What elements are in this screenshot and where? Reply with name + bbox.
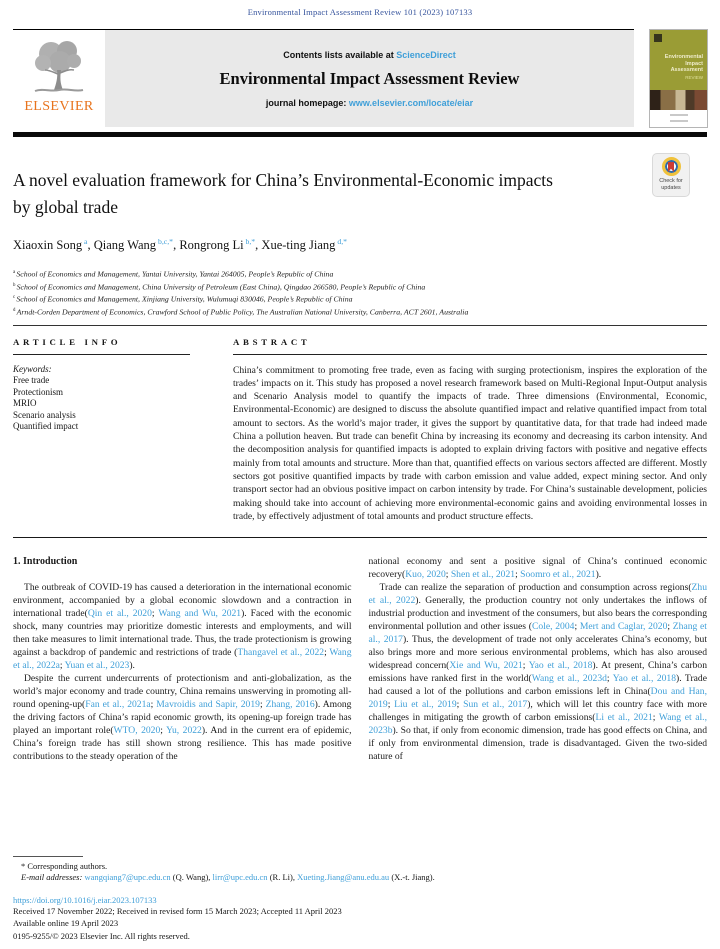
journal-header-main	[13, 29, 634, 127]
homepage-line	[266, 98, 473, 108]
article-info-column	[13, 337, 190, 524]
abstract-heading: ABSTRACT	[233, 336, 311, 347]
inline-link[interactable]: Dou and Han, 2019	[368, 686, 707, 711]
keyword-item: Scenario analysis	[13, 409, 76, 420]
cover-title-line2: Impact	[685, 60, 703, 67]
abstract-rule	[233, 354, 707, 355]
inline-link[interactable]: Wang and Wu, 2021	[158, 608, 242, 620]
homepage-link[interactable]: www.elsevier.com/locate/eiar	[348, 97, 474, 108]
inline-link[interactable]: Li et al., 2021	[595, 712, 653, 724]
inline-link[interactable]: Fan et al., 2021a	[85, 699, 151, 711]
running-head: Environmental Impact Assessment Review 101 (2023) 107133	[247, 7, 473, 17]
article-info-heading: ARTICLE INFO	[13, 336, 122, 347]
cover-footer	[650, 110, 707, 127]
sciencedirect-link[interactable]: ScienceDirect	[396, 49, 456, 60]
inline-link[interactable]: Cole, 2004	[531, 621, 575, 633]
inline-link[interactable]: Zhang et al., 2017	[368, 621, 707, 646]
inline-link[interactable]: Yao et al., 2018	[528, 660, 593, 672]
title-block	[13, 167, 707, 221]
inline-link[interactable]: Yu, 2022	[166, 725, 202, 737]
inline-link[interactable]: Wang et al., 2022a	[13, 647, 352, 672]
inline-link[interactable]: Mert and Caglar, 2020	[579, 621, 668, 633]
affiliation-divider	[13, 325, 707, 326]
cover-subtitle: REVIEW	[685, 74, 703, 80]
journal-title: Environmental Impact Assessment Review	[219, 68, 520, 88]
inline-link[interactable]: Yuan et al., 2023	[64, 660, 130, 672]
page-footer	[13, 856, 707, 943]
bookmark-ribbon-icon	[668, 162, 674, 172]
article-title: A novel evaluation framework for China’s Environmental-Economic impacts by global trade	[13, 170, 553, 217]
inline-link[interactable]: Sun et al., 2017	[463, 699, 528, 711]
introduction-section	[13, 555, 707, 763]
affiliation-b: $^b$ School of Economics and Management, China University of Petroleum (East China), Qingdao 266580, People’s Republic of China	[13, 282, 426, 292]
info-abstract-section	[13, 337, 707, 524]
crossmark-icon	[662, 157, 681, 176]
inline-link[interactable]: Qin et al., 2020	[87, 608, 152, 620]
inline-link[interactable]: WTO, 2020	[113, 725, 161, 737]
abstract-column	[233, 337, 707, 524]
abstract-bottom-divider	[13, 537, 707, 538]
author-line: Xiaoxin Song $^a$, Qiang Wang $^{b,c,*}$, Rongrong Li $^{b,*}$, Xue-ting Jiang $^{d,*}$	[13, 237, 347, 253]
homepage-prefix: journal homepage:	[265, 97, 349, 108]
contents-line	[283, 50, 456, 60]
abstract-text: China’s commitment to promoting free trade, even as facing with surging protectionism, inspires the exploration of the trades’ impacts on it. This study has proposed a novel research framework based on Multi-Regional Input-Output analysis and Scenario Analysis model to quantify the impacts of trade. Three dimensions (Environmental, Economic, Environmental-Economic) are designed to discuss the absolute quantified impact and relative quantified impact from total amount to sectors. As the world’s major trader, it gives the support by quantitative data, for that trade had indeed made China a pollution heaven. But trade can benefit China by increasing its economy and decreasing its carbon intensity. And the decomposition analysis for quantified impacts is adopted to explain driving factors with positive and negative effects mainly from total amounts and structure. More than that, quantified effects on various sectors affected are different. Mostly sectors got positive quantified impacts by trade with carbon emission and value added, expect mining sector. And only transport sector had an obvious positive impact on carbon intensity by trade. For China’s sustainable development, policies making should take into account of achieving more environmental-economic gains and avoiding environmental losses in trade, by effectively adjustment of total amounts and product structure effects.	[233, 364, 707, 522]
inline-link[interactable]: lirr@upc.edu.cn	[212, 872, 268, 882]
inline-link[interactable]: Soomro et al., 2021	[520, 569, 596, 581]
article-info-rule	[13, 354, 190, 355]
keyword-item: Quantified impact	[13, 421, 79, 432]
available-online-line: Available online 19 April 2023	[13, 918, 119, 928]
cover-photo-strip	[650, 90, 707, 110]
check-updates-label: Check for updates	[659, 178, 683, 191]
elsevier-tree-icon	[27, 36, 91, 98]
inline-link[interactable]: Thangavel et al., 2022	[237, 647, 325, 659]
intro-paragraph: national economy and sent a positive signal of China’s continued economic recovery(Kuo, 2020; Shen et al., 2021; Soomro et al., 2021).	[368, 556, 707, 581]
journal-cover-thumbnail	[650, 30, 707, 127]
elsevier-wordmark: ELSEVIER	[24, 99, 94, 114]
affiliation-a: $^a$ School of Economics and Management, Yantai University, Yantai 264005, People’s Republic of China	[13, 269, 334, 279]
inline-link[interactable]: wangqiang7@upc.edu.cn	[84, 872, 171, 882]
inline-link[interactable]: Zhu et al., 2022	[368, 582, 707, 607]
elsevier-logo	[13, 30, 105, 127]
inline-link[interactable]: Kuo, 2020	[405, 569, 446, 581]
left-column	[13, 555, 352, 763]
footnote-divider	[13, 856, 83, 857]
inline-link[interactable]: Wang et al., 2023b	[368, 712, 707, 737]
affiliations	[13, 267, 707, 317]
affiliation-c: $^c$ School of Economics and Management, Xinjiang University, Wulumuqi 830046, People’s Republic of China	[13, 294, 353, 304]
cover-title-line3: Assessment	[670, 67, 703, 73]
keyword-item: Free trade	[13, 375, 50, 386]
inline-link[interactable]: Xueting.Jiang@anu.edu.au	[297, 872, 390, 882]
keyword-item: Protectionism	[13, 386, 63, 397]
inline-link[interactable]: Liu et al., 2019	[394, 699, 457, 711]
check-for-updates-badge[interactable]	[652, 153, 690, 197]
intro-paragraph: The outbreak of COVID-19 has caused a deterioration in the international economic environment, accompanied by a global economic slowdown and a contraction in international trade(Qin et al., 2020; Wang and Wu, 2021). Faced with the economic shock, many countries may prioritize domestic interests and employments, and will then take measures to limit international trade. Thus, the trade protectionism is growing against a backdrop of pandemic and restrictions of trade (Thangavel et al., 2022; Wang et al., 2022a; Yuan et al., 2023).	[13, 582, 352, 672]
received-dates-line: Received 17 November 2022; Received in revised form 15 March 2023; Accepted 11 April 2023	[13, 905, 342, 916]
keywords-label: Keywords:	[13, 363, 52, 374]
intro-paragraph: Despite the current undercurrents of protectionism and anti-globalization, as the world’s major economy and trade country, China remains unswerving in promoting all-round opening-up(Fan et al., 2021a; Mavroidis and Sapir, 2019; Zhang, 2016). Among the driving factors of China’s rapid economic growth, its opening-up foreign trade has played an important role(WTO, 2020; Yu, 2022). And in the current era of epidemic, China’s foreign trade has still shown strong resilience. This has made positive contributions to the steady operation of the	[13, 673, 352, 763]
header-divider-bar	[13, 132, 707, 137]
intro-paragraph: Trade can realize the separation of production and consumption across regions(Zhu et al., 2022). Generally, the production country not only undertakes the inflows of industrial production and investment of the consumers, but also bears the corresponding environmental pollution and other issues (Cole, 2004; Mert and Caglar, 2020; Zhang et al., 2017). Thus, the development of trade not only accelerates China’s economy, but also brings more and more serious environmental problems, which has also aroused widespread concern(Xie and Wu, 2021; Yao et al., 2018). At present, China’s carbon emissions have ranked first in the world(Wang et al., 2023d; Yao et al., 2018). Trade had caused a lot of the pollutions and carbon emissions left in China(Dou and Han, 2019; Liu et al., 2019; Sun et al., 2017), which will let this country face with more challenges in mitigating the growth of carbon emissions(Li et al., 2021; Wang et al., 2023b). So that, if only from economic dimension, trade has good effects on China, and if only from environmental dimension, trade is disadvantaged. Given the two-sided nature of	[368, 582, 707, 763]
journal-banner	[105, 30, 634, 127]
inline-link[interactable]: Zhang, 2016	[265, 699, 315, 711]
cover-publisher-mark	[654, 34, 662, 42]
inline-link[interactable]: Mavroidis and Sapir, 2019	[156, 699, 260, 711]
journal-header	[13, 29, 707, 127]
corresponding-authors-note: * Corresponding authors.	[21, 860, 108, 871]
inline-link[interactable]: Wang et al., 2023d	[531, 673, 607, 685]
inline-link[interactable]: Xie and Wu, 2021	[449, 660, 523, 672]
keywords-list	[13, 364, 190, 433]
keyword-item: MRIO	[13, 398, 37, 409]
affiliation-d: $^d$ Arndt-Corden Department of Economics, Crawford School of Public Policy, The Australian National University, Canberra, ACT 2601, Australia	[13, 307, 469, 317]
section-heading-introduction: 1. Introduction	[13, 556, 78, 568]
inline-link[interactable]: Yao et al., 2018	[612, 673, 677, 685]
cover-title	[665, 54, 703, 81]
right-column	[369, 555, 708, 763]
inline-link[interactable]: Shen et al., 2021	[450, 569, 516, 581]
issn-copyright-line: 0195-9255/© 2023 Elsevier Inc. All rights reserved.	[13, 930, 190, 941]
doi-link[interactable]: https://doi.org/10.1016/j.eiar.2023.107133	[13, 894, 157, 905]
email-addresses-line: E-mail addresses: wangqiang7@upc.edu.cn (Q. Wang), lirr@upc.edu.cn (R. Li), Xueting.Jiang@anu.edu.au (X.-t. Jiang).	[21, 872, 435, 882]
cover-title-line1: Environmental	[664, 54, 703, 60]
contents-prefix: Contents lists available at	[283, 49, 397, 60]
